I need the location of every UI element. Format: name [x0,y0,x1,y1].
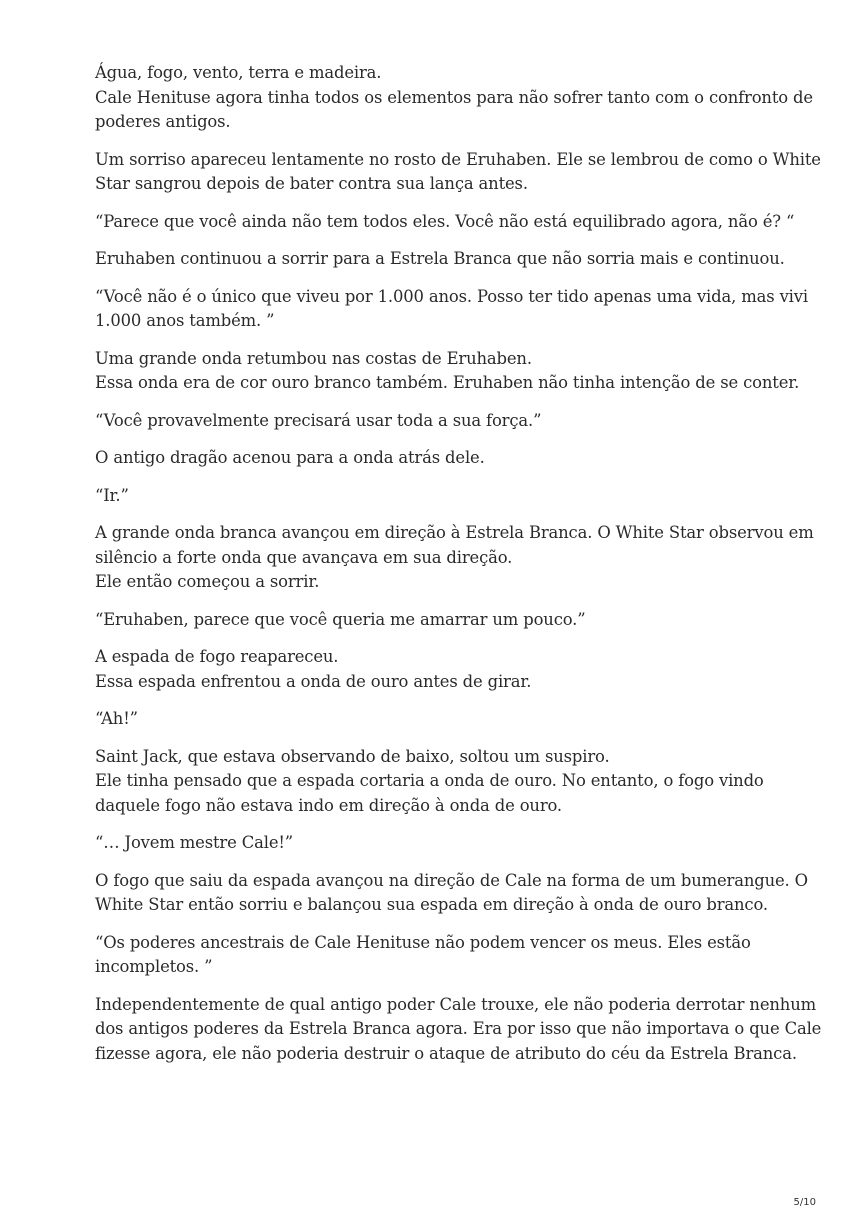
paragraph [95,869,808,918]
text-line: Essa espada enfrentou a onda de ouro antes de girar. [95,671,532,691]
paragraph [95,521,814,595]
text-line: poderes antigos. [95,112,231,131]
text-line: Ele então começou a sorrir. [95,572,320,591]
text-line: “Parece que você ainda não tem todos eles. Você não está equilibrado agora, não é? “ [95,211,795,231]
paragraph [95,931,785,980]
text-line: “Ah!” [95,709,138,728]
text-line: dos antigos poderes da Estrela Branca agora. Era por isso que não importava o que Cale [95,1019,822,1038]
text-line: A grande onda branca avançou em direção à Estrela Branca. O White Star observou em [95,523,814,542]
paragraph [95,608,785,633]
text-line: Saint Jack, que estava observando de baixo, soltou um suspiro. [95,746,610,766]
text-line: Um sorriso apareceu lentamente no rosto de Eruhaben. Ele se lembrou de como o White [95,149,821,169]
text-line: “Os poderes ancestrais de Cale Henituse não podem vencer os meus. Eles estão [95,932,751,952]
text-line: Independentemente de qual antigo poder Cale trouxe, ele não poderia derrotar nenhum [95,994,816,1014]
paragraph [95,831,785,856]
text-line: Água, fogo, vento, terra e madeira. [95,63,382,82]
text-line: Cale Henituse agora tinha todos os elementos para não sofrer tanto com o confronto de [95,87,813,107]
text-line: “Você provavelmente precisará usar toda a sua força.” [95,410,542,430]
paragraph [95,745,785,819]
text-line: Star sangrou depois de bater contra sua lança antes. [95,174,528,193]
paragraph [95,61,813,135]
paragraph [95,707,785,732]
text-line: “… Jovem mestre Cale!” [95,833,294,852]
paragraph [95,446,785,471]
text-line: “Eruhaben, parece que você queria me amarrar um pouco.” [95,609,586,629]
text-line: incompletos. ” [95,957,213,976]
text-line: “Você não é o único que viveu por 1.000 anos. Posso ter tido apenas uma vida, mas vivi [95,286,808,306]
text-line: silêncio a forte onda que avançava em sua direção. [95,547,513,567]
paragraph [95,409,785,434]
text-line: daquele fogo não estava indo em direção à onda de ouro. [95,795,562,815]
text-line: Eruhaben continuou a sorrir para a Estrela Branca que não sorria mais e continuou. [95,249,785,268]
text-line: Essa onda era de cor ouro branco também. Eruhaben não tinha intenção de se conter. [95,373,800,392]
paragraph [95,484,785,509]
paragraph [95,993,822,1067]
text-line: “Ir.” [95,485,129,505]
paragraph [95,285,808,334]
paragraph [95,148,821,197]
paragraph [95,645,785,694]
text-line: O fogo que saiu da espada avançou na direção de Cale na forma de um bumerangue. O [95,870,808,890]
text-line: White Star então sorriu e balançou sua espada em direção à onda de ouro branco. [95,895,768,914]
text-line: A espada de fogo reapareceu. [95,647,339,666]
document-body [95,61,822,1079]
page-number: 5/10 [793,1197,816,1208]
paragraph [95,210,795,235]
paragraph [95,347,800,396]
text-line: 1.000 anos também. ” [95,311,275,330]
text-line: O antigo dragão acenou para a onda atrás dele. [95,448,485,467]
text-line: Uma grande onda retumbou nas costas de Eruhaben. [95,348,532,368]
paragraph [95,247,785,272]
text-line: fizesse agora, ele não poderia destruir o ataque de atributo do céu da Estrela Branca. [95,1043,797,1063]
text-line: Ele tinha pensado que a espada cortaria a onda de ouro. No entanto, o fogo vindo [95,771,764,790]
